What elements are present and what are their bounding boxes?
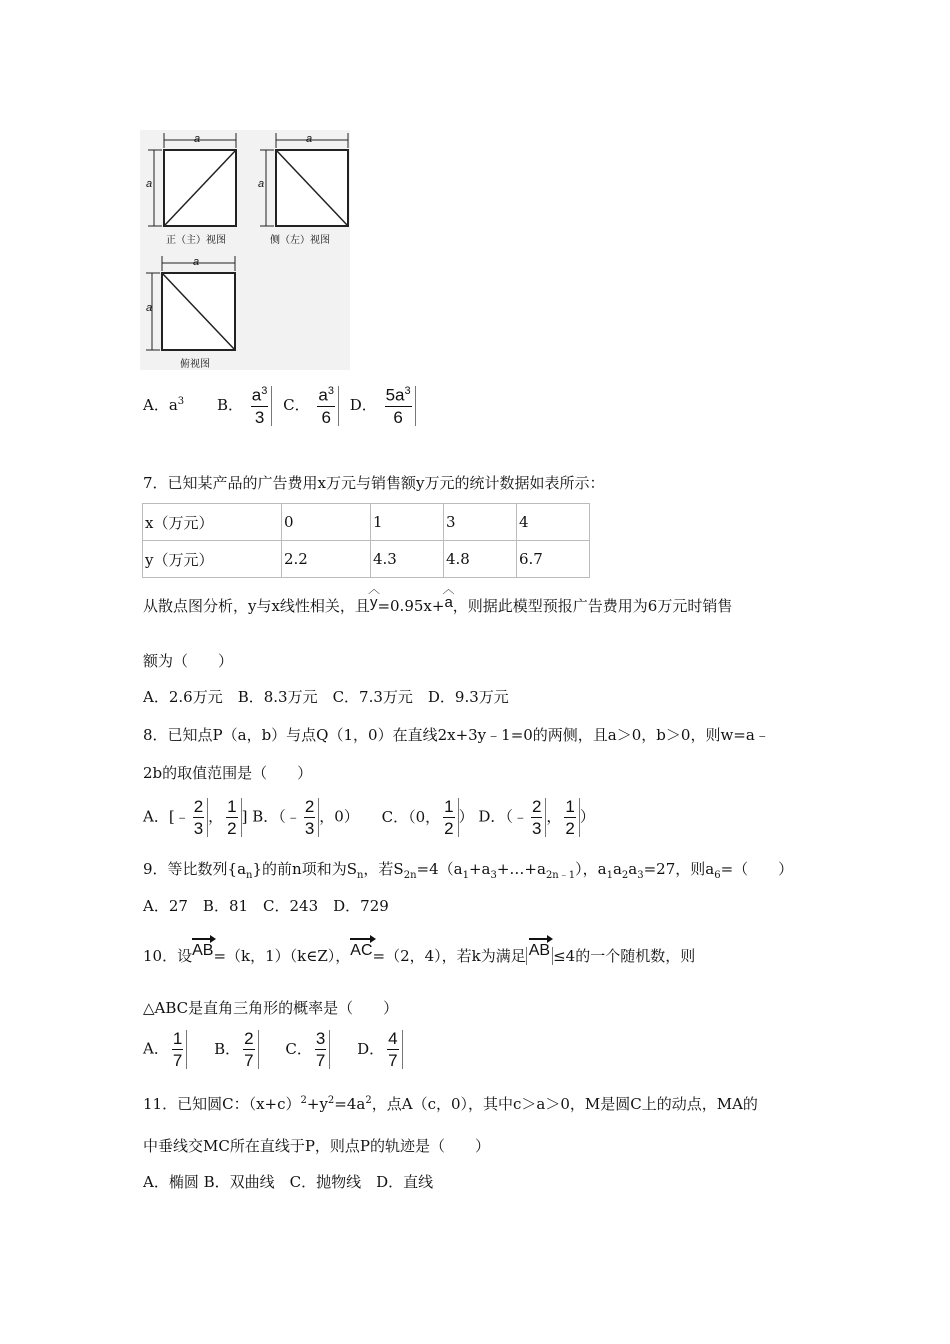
vector-ac: AC — [350, 938, 372, 960]
q6-option-d-label: D． — [349, 395, 377, 414]
q10-line2: △ABC是直角三角形的概率是（ ） — [143, 999, 399, 1017]
y-hat: ︿ y — [370, 594, 378, 611]
table-cell: y（万元） — [143, 541, 282, 578]
q10-option-a-label: A． — [143, 1039, 169, 1058]
table-cell: 4.8 — [444, 541, 517, 578]
table-cell: 4 — [517, 504, 590, 541]
table-cell: 4.3 — [371, 541, 444, 578]
fraction: $\frac{1}{2}$ — [223, 798, 241, 837]
q8-line1: 8．已知点P（a，b）与点Q（1，0）在直线2x+3y﹣1=0的两侧，且a＞0，b＞0，则w=a﹣ — [143, 726, 770, 744]
q6-option-b-label: B． — [216, 395, 243, 414]
q11-line1: 11．已知圆C：$(x+c)^2+y^2=4a^2$，点A（c，0），其中c＞a＞0，M是圆C上的动点，MA的 — [143, 1095, 758, 1113]
front-width-label: a — [194, 133, 201, 145]
fraction: $\frac{2}{3}$ — [301, 798, 319, 837]
q8-option-c-label: C．（0， — [381, 807, 441, 826]
table-cell: x（万元） — [143, 504, 282, 541]
q10-option-c-label: C． — [285, 1039, 312, 1058]
q6-option-d-fraction: $\frac{5a^3}{6}$ — [382, 386, 416, 426]
q8-options: A．[﹣ $\frac{2}{3}$ ， $\frac{1}{2}$ ] B．（﹣ $\frac{2}{3}$ ，0） C．（0， $\frac{1}{2}$ ） D．（﹣ $\frac{2}{3}$ ， $\frac{1}{2}$ ） — [143, 797, 595, 838]
front-height-label: a — [146, 178, 153, 190]
abs-vector-ab: AB — [526, 947, 553, 965]
fraction: $\frac{3}{7}$ — [312, 1030, 330, 1069]
fraction: $\frac{1}{7}$ — [169, 1030, 187, 1069]
fraction: $\frac{2}{3}$ — [190, 798, 208, 837]
a-hat: ︿ a — [444, 594, 452, 611]
q10-option-d-label: D． — [357, 1039, 385, 1058]
q6-option-a: A．$a^3$ — [143, 395, 185, 414]
table-row — [143, 504, 590, 541]
fraction: $\frac{1}{2}$ — [561, 798, 579, 837]
q7-line3: 额为（ ） — [143, 652, 234, 670]
q7-stem: 7．已知某产品的广告费用x万元与销售额y万元的统计数据如表所示： — [143, 474, 605, 492]
side-view-caption: 侧（左）视图 — [270, 235, 330, 246]
q6-option-b-fraction: $\frac{a^3}{3}$ — [248, 386, 273, 426]
q10-options — [143, 1030, 403, 1069]
fraction: $\frac{1}{2}$ — [440, 798, 458, 837]
q8-option-d-label: D．（﹣ — [478, 807, 528, 826]
q8-option-b-label: B．（﹣ — [252, 807, 301, 826]
table-cell: 3 — [444, 504, 517, 541]
q7-line2: 从散点图分析，y与x线性相关，且︿ y=0.95x+︿ a，则据此模型预报广告费用为6万元时销售 — [143, 594, 732, 616]
q10-option-b-label: B． — [214, 1039, 241, 1058]
table-cell: 0 — [282, 504, 371, 541]
fraction: $\frac{2}{7}$ — [240, 1030, 258, 1069]
vector-ab: AB — [192, 938, 213, 960]
q6-options — [143, 386, 416, 426]
q7-data-table — [142, 503, 590, 578]
front-view-caption: 正（主）视图 — [166, 235, 226, 246]
table-row — [143, 541, 590, 578]
top-view-caption: 俯视图 — [180, 359, 210, 370]
q8-line2: 2b的取值范围是（ ） — [143, 764, 313, 782]
three-view-drawing — [140, 130, 350, 370]
table-cell: 2.2 — [282, 541, 371, 578]
q8-option-a-label: A．[﹣ — [143, 807, 190, 826]
q6-option-c-label: C． — [283, 395, 310, 414]
q7-options: A．2.6万元 B．8.3万元 C．7.3万元 D．9.3万元 — [143, 688, 509, 706]
q9-options: A．27 B．81 C．243 D．729 — [143, 897, 389, 915]
q11-line2: 中垂线交MC所在直线于P，则点P的轨迹是（ ） — [143, 1137, 491, 1155]
table-cell: 6.7 — [517, 541, 590, 578]
fraction: $\frac{2}{3}$ — [528, 798, 546, 837]
top-width-label: a — [193, 256, 200, 268]
q6-option-c-fraction: $\frac{a^3}{6}$ — [314, 386, 339, 426]
table-cell: 1 — [371, 504, 444, 541]
q11-options: A．椭圆 B．双曲线 C．抛物线 D．直线 — [143, 1173, 434, 1191]
top-height-label: a — [146, 302, 153, 314]
q9-stem: 9．等比数列$\{a_n\}$的前n项和为$S_n$，若$S_{2n}=4(a_1+a_3+\dots+a_{2n﹣1})$，$a_1a_2a_3=27$，则$a_6=$（ ） — [143, 860, 794, 881]
side-width-label: a — [306, 133, 313, 145]
q10-line1: 10．设AB=（k，1）（k∈Z），AC=（2，4），若k为满足 AB ≤4的一个随机数，则 — [143, 938, 695, 966]
fraction: $\frac{4}{7}$ — [384, 1030, 402, 1069]
side-height-label: a — [258, 178, 265, 190]
